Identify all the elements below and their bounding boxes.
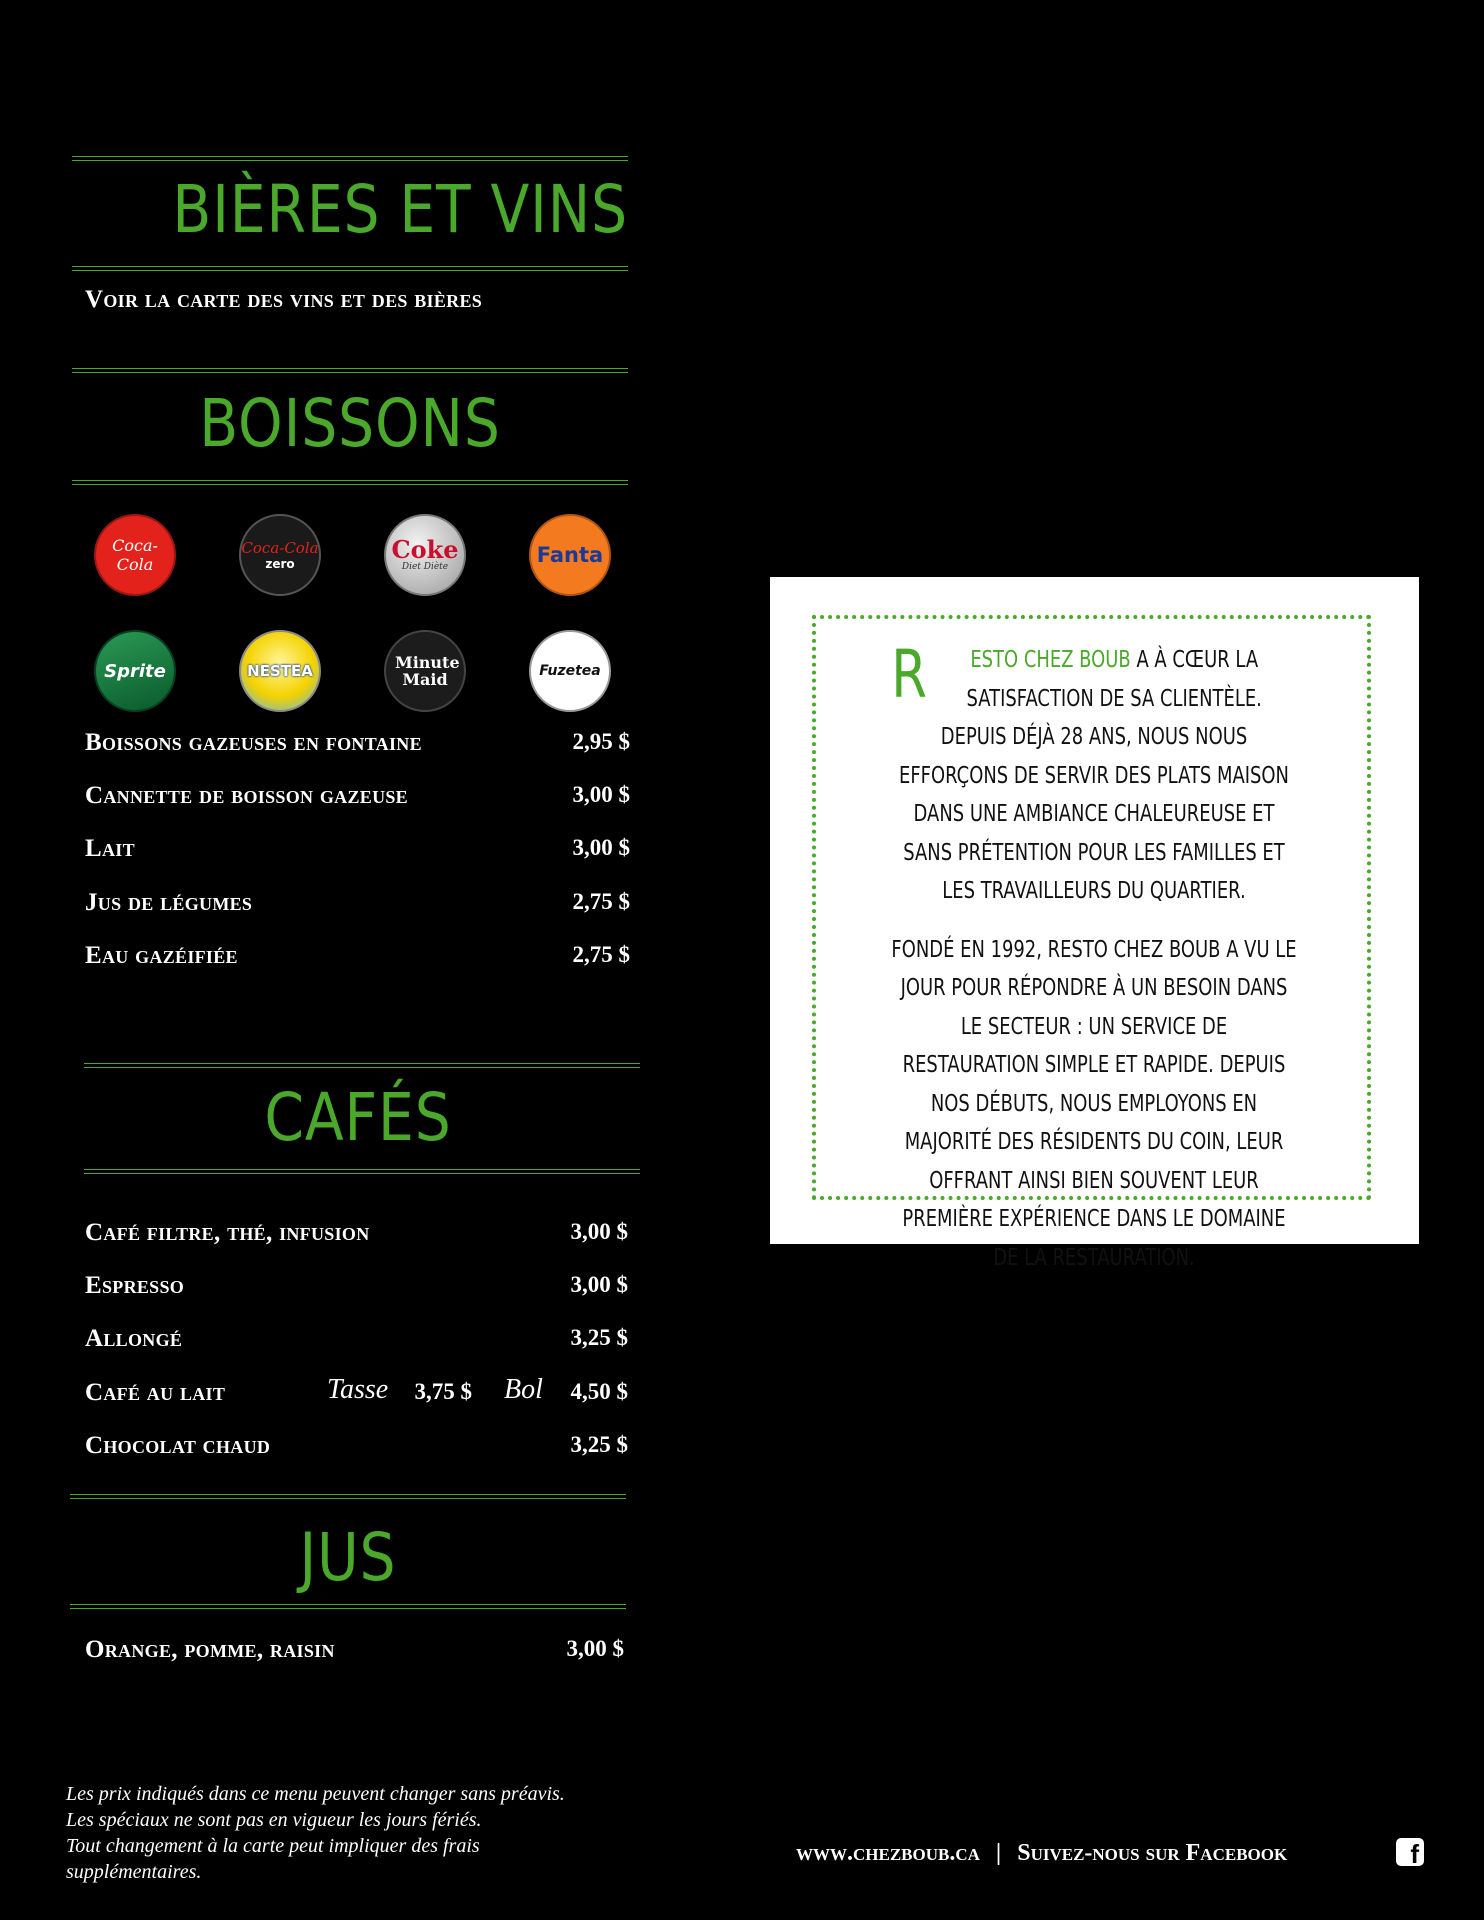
footer-links bbox=[796, 1840, 1287, 1867]
menu-item-price: 3,00 $ bbox=[572, 782, 630, 807]
facebook-link[interactable]: Suivez-nous sur Facebook bbox=[1017, 1840, 1288, 1866]
menu-item-price: 3,00 $ bbox=[572, 835, 630, 860]
section-rule bbox=[72, 266, 628, 271]
tasse-label: Tasse bbox=[327, 1374, 389, 1405]
menu-item-name: Café au lait bbox=[85, 1379, 226, 1406]
section-rule bbox=[70, 1604, 626, 1609]
sprite-logo: Sprite bbox=[94, 630, 176, 712]
disclaimer-line: Les spéciaux ne sont pas en vigueur les jours fériés. bbox=[66, 1809, 482, 1831]
about-text bbox=[891, 636, 1297, 1297]
footer-separator: | bbox=[995, 1840, 1002, 1866]
about-paragraph-1-text: A À CŒUR LA SATISFACTION DE SA CLIENTÈLE. DEPUIS DÉJÀ 28 ANS, NOUS NOUS EFFORÇONS DE SERVIR DES PLATS MAISON DANS UNE AMBIANCE CHALEUREUSE ET SANS PRÉTENTION POUR LES FAMILLES ET LES TRAVAILLEURS DU QUARTIER. bbox=[899, 647, 1289, 904]
coca-cola-zero-logo: Coca-Cola zero bbox=[239, 514, 321, 596]
section-rule bbox=[72, 480, 628, 485]
about-dotted-frame bbox=[812, 615, 1371, 1271]
fuzetea-logo: Fuzetea bbox=[529, 630, 611, 712]
menu-item-name: Allongé bbox=[85, 1325, 183, 1352]
bieres-title: BIÈRES ET VINS bbox=[172, 171, 629, 248]
section-rule bbox=[72, 368, 628, 373]
disclaimer-line: supplémentaires. bbox=[66, 1861, 202, 1883]
menu-item-price: 4,50 $ bbox=[570, 1379, 628, 1404]
section-rule bbox=[84, 1169, 640, 1174]
menu-item-price: 3,00 $ bbox=[570, 1272, 628, 1297]
section-rule bbox=[84, 1063, 640, 1068]
facebook-icon[interactable]: f bbox=[1396, 1838, 1424, 1866]
menu-item-price: 3,00 $ bbox=[570, 1219, 628, 1244]
menu-item-name: Chocolat chaud bbox=[85, 1432, 271, 1459]
cafes-title: CAFÉS bbox=[264, 1079, 452, 1156]
menu-item-price: 3,00 $ bbox=[566, 1636, 624, 1661]
menu-item-name: Boissons gazeuses en fontaine bbox=[85, 729, 422, 756]
menu-item-name: Lait bbox=[85, 835, 135, 862]
boissons-title: BOISSONS bbox=[199, 385, 501, 462]
menu-item-price: 2,75 $ bbox=[572, 942, 630, 967]
bol-label: Bol bbox=[504, 1374, 543, 1405]
menu-item-price: 2,75 $ bbox=[572, 889, 630, 914]
menu-item-name: Orange, pomme, raisin bbox=[85, 1636, 335, 1663]
disclaimer-line: Tout changement à la carte peut impliquer des frais bbox=[66, 1835, 480, 1857]
diet-coke-logo: Coke Diet Diète bbox=[384, 514, 466, 596]
minute-maid-logo: Minute Maid bbox=[384, 630, 466, 712]
menu-item-price: 3,25 $ bbox=[570, 1432, 628, 1457]
about-brand: ESTO CHEZ BOUB bbox=[970, 647, 1131, 673]
menu-item-name: Café filtre, thé, infusion bbox=[85, 1219, 370, 1246]
jus-title: JUS bbox=[299, 1519, 397, 1596]
website-link[interactable]: www.chezboub.ca bbox=[796, 1840, 980, 1866]
menu-item-price: 3,25 $ bbox=[570, 1325, 628, 1350]
coca-cola-logo: Coca-Cola bbox=[94, 514, 176, 596]
about-dropcap: R bbox=[891, 636, 927, 713]
section-rule bbox=[70, 1494, 626, 1499]
about-paragraph-2: FONDÉ EN 1992, RESTO CHEZ BOUB A VU LE JOUR POUR RÉPONDRE À UN BESOIN DANS LE SECTEUR : UN SERVICE DE RESTAURATION SIMPLE ET RAPIDE. DEPUIS NOS DÉBUTS, NOUS EMPLOYONS EN MAJORITÉ DES RÉSIDENTS DU COIN, LEUR OFFRANT AINSI BIEN SOUVENT LEUR PREMIÈRE EXPÉRIENCE DANS LE DOMAINE DE LA RESTAURATION. bbox=[891, 936, 1297, 1271]
about-panel bbox=[770, 577, 1419, 1271]
menu-item-name: Jus de légumes bbox=[85, 889, 253, 916]
disclaimer-line: Les prix indiqués dans ce menu peuvent changer sans préavis. bbox=[66, 1783, 565, 1805]
menu-item-name: Cannette de boisson gazeuse bbox=[85, 782, 408, 809]
nestea-logo: NESTEA bbox=[239, 630, 321, 712]
tasse-price: 3,75 $ bbox=[414, 1379, 472, 1404]
bieres-subtitle: Voir la carte des vins et des bières bbox=[85, 286, 483, 313]
menu-item-name: Espresso bbox=[85, 1272, 185, 1299]
menu-item-price: 2,95 $ bbox=[572, 729, 630, 754]
disclaimer bbox=[66, 1781, 646, 1885]
about-paragraph-1 bbox=[891, 636, 1297, 911]
section-rule bbox=[72, 156, 628, 161]
menu-item-name: Eau gazéifiée bbox=[85, 942, 238, 969]
fanta-logo: Fanta bbox=[529, 514, 611, 596]
